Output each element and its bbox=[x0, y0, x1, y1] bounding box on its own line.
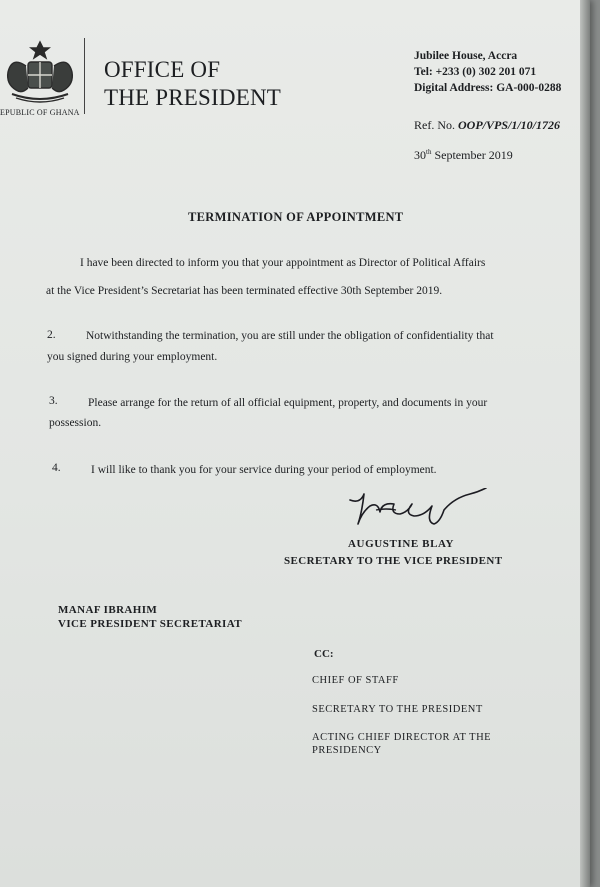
paragraph-3-line-2: possession. bbox=[49, 417, 102, 429]
recipient-block bbox=[58, 603, 242, 631]
address-line: Jubilee House, Accra bbox=[414, 50, 518, 62]
letter-title: TERMINATION OF APPOINTMENT bbox=[188, 210, 404, 224]
paragraph-3-line-1: Please arrange for the return of all official equipment, property, and documents in your bbox=[88, 397, 488, 409]
office-title-line2: THE PRESIDENT bbox=[104, 85, 282, 110]
paragraph-2-line-1: Notwithstanding the termination, you are still under the obligation of confidentiality that bbox=[86, 330, 494, 342]
digital-address-line: Digital Address: GA-000-0288 bbox=[414, 82, 562, 94]
cc-item-acting-chief-director: ACTING CHIEF DIRECTOR AT THE bbox=[312, 732, 492, 743]
recipient-name: MANAF IBRAHIM bbox=[58, 604, 158, 616]
date-suffix: th bbox=[426, 148, 432, 156]
address-block bbox=[414, 48, 561, 96]
paragraph-2-number: 2. bbox=[47, 329, 56, 341]
recipient-unit: VICE PRESIDENT SECRETARIAT bbox=[58, 618, 242, 630]
reference-number bbox=[414, 118, 560, 133]
cc-label: CC: bbox=[314, 648, 334, 660]
telephone-line: Tel: +233 (0) 302 201 071 bbox=[414, 66, 537, 78]
date-rest: September 2019 bbox=[431, 148, 513, 162]
letter-date bbox=[414, 148, 513, 163]
handwritten-signature bbox=[342, 488, 502, 534]
ref-value: OOP/VPS/1/10/1726 bbox=[458, 118, 561, 132]
paper-edge bbox=[580, 0, 590, 887]
cc-item-presidency: PRESIDENCY bbox=[312, 745, 382, 756]
coat-of-arms-emblem bbox=[2, 38, 78, 106]
crest-caption: EPUBLIC OF GHANA bbox=[0, 108, 80, 117]
paragraph-2-line-2: you signed during your employment. bbox=[47, 351, 218, 363]
letterhead-divider bbox=[84, 38, 85, 114]
cc-item-secretary: SECRETARY TO THE PRESIDENT bbox=[312, 704, 483, 715]
paragraph-4-line-1: I will like to thank you for your service during your period of employment. bbox=[91, 464, 437, 476]
signatory-name: AUGUSTINE BLAY bbox=[348, 538, 455, 550]
office-title bbox=[104, 56, 281, 112]
signatory-title: SECRETARY TO THE VICE PRESIDENT bbox=[284, 555, 503, 567]
paragraph-4-number: 4. bbox=[52, 462, 61, 474]
cc-item-chief-of-staff: CHIEF OF STAFF bbox=[312, 675, 399, 686]
paragraph-1-line-1: I have been directed to inform you that your appointment as Director of Political Affairs bbox=[80, 257, 486, 269]
date-day: 30 bbox=[414, 148, 426, 162]
paragraph-1-line-2: at the Vice President’s Secretariat has been terminated effective 30th September 2019. bbox=[46, 285, 443, 297]
office-title-line1: OFFICE OF bbox=[104, 57, 221, 82]
paragraph-3-number: 3. bbox=[49, 395, 58, 407]
ref-label: Ref. No. bbox=[414, 118, 455, 132]
